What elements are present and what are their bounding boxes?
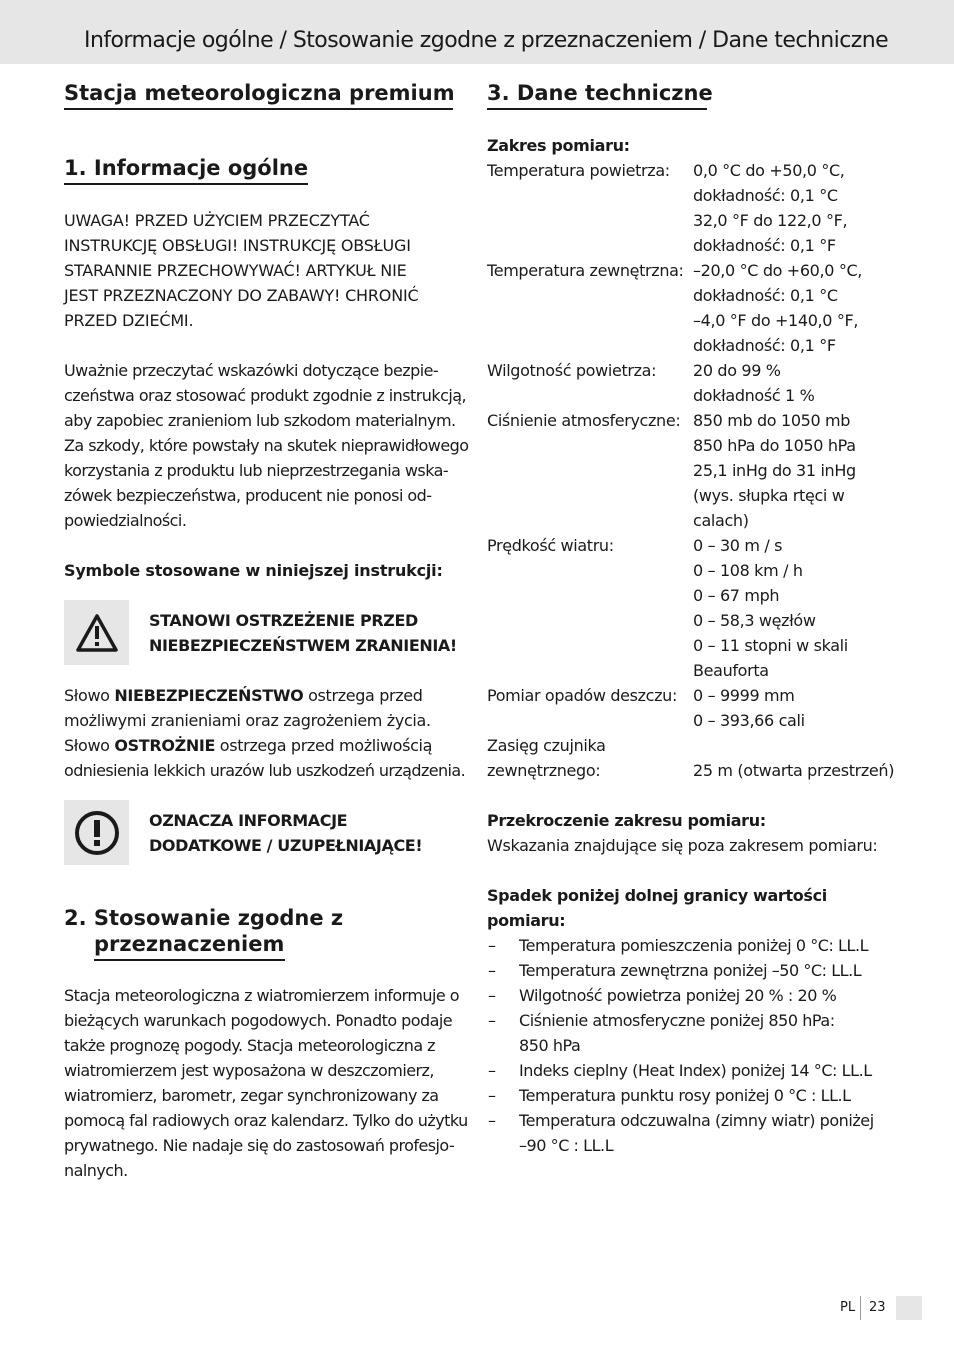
- info-symbol-line: OZNACZA INFORMACJE: [149, 811, 348, 830]
- section2-line: prywatnego. Nie nadaje się do zastosowań profesjo-: [64, 1136, 455, 1155]
- list-item: Temperatura punktu rosy poniżej 0 °C : LL.L: [519, 1086, 851, 1105]
- footer-separator: [860, 1296, 861, 1320]
- spec-value: 0 – 9999 mm: [693, 686, 795, 705]
- page-number: 23: [869, 1300, 886, 1315]
- spec-value: dokładność: 0,1 °F: [693, 336, 836, 355]
- info-symbol-box: [64, 800, 129, 865]
- spec-label: Ciśnienie atmosferyczne:: [487, 411, 681, 430]
- warning-triangle-icon: [75, 613, 119, 653]
- warning-line: INSTRUKCJĘ OBSŁUGI! INSTRUKCJĘ OBSŁUGI: [64, 236, 411, 255]
- caution-keyword: OSTROŻNIE: [114, 736, 216, 755]
- page-header-title: Informacje ogólne / Stosowanie zgodne z przeznaczeniem / Dane techniczne: [84, 28, 889, 53]
- section2-line: bieżących warunkach pogodowych. Ponadto podaje: [64, 1011, 453, 1030]
- spec-value: 0 – 67 mph: [693, 586, 780, 605]
- danger-para-line2: możliwymi zranieniami oraz zagrożeniem życia.: [64, 711, 431, 730]
- intro-line: aby zapobiec zranieniom lub szkodom materialnym.: [64, 411, 456, 430]
- footer-language: PL: [840, 1300, 856, 1315]
- list-item: Wilgotność powietrza poniżej 20 % : 20 %: [519, 986, 837, 1005]
- underrange-heading-line2: pomiaru:: [487, 911, 566, 930]
- sensor-range-label-line1: Zasięg czujnika: [487, 736, 606, 755]
- warning-symbol-line: STANOWI OSTRZEŻENIE PRZED: [149, 611, 418, 630]
- section2-title-line1: 2. Stosowanie zgodne z: [64, 906, 344, 930]
- range-heading: Zakres pomiaru:: [487, 136, 630, 155]
- section2-line: także prognozę pogody. Stacja meteorologiczna z: [64, 1036, 435, 1055]
- list-item: Ciśnienie atmosferyczne poniżej 850 hPa:: [519, 1011, 835, 1030]
- spec-value: dokładność: 0,1 °F: [693, 236, 836, 255]
- section3-title-underline: [487, 108, 707, 110]
- warning-line: STARANNIE PRZECHOWYWAĆ! ARTYKUŁ NIE: [64, 261, 407, 280]
- list-item: 850 hPa: [519, 1036, 581, 1055]
- list-bullet: –: [488, 961, 496, 980]
- intro-line: korzystania z produktu lub nieprzestrzegania wska-: [64, 461, 449, 480]
- overrange-heading: Przekroczenie zakresu pomiaru:: [487, 811, 766, 830]
- list-bullet: –: [488, 986, 496, 1005]
- list-bullet: –: [488, 1011, 496, 1030]
- spec-label: Wilgotność powietrza:: [487, 361, 657, 380]
- intro-line: Za szkody, które powstały na skutek nieprawidłowego: [64, 436, 469, 455]
- spec-value: 0 – 11 stopni w skali: [693, 636, 848, 655]
- intro-line: powiedzialności.: [64, 511, 187, 530]
- spec-label: Prędkość wiatru:: [487, 536, 614, 555]
- spec-value: 850 mb do 1050 mb: [693, 411, 851, 430]
- spec-value: calach): [693, 511, 749, 530]
- spec-value: 0 – 108 km / h: [693, 561, 803, 580]
- spec-value: –4,0 °F do +140,0 °F,: [693, 311, 859, 330]
- list-item: Temperatura pomieszczenia poniżej 0 °C: LL.L: [519, 936, 869, 955]
- spec-value: dokładność 1 %: [693, 386, 815, 405]
- section2-title-line2: przeznaczeniem: [94, 932, 285, 956]
- spec-label: Temperatura zewnętrzna:: [487, 261, 684, 280]
- spec-value: (wys. słupka rtęci w: [693, 486, 845, 505]
- info-symbol-line: DODATKOWE / UZUPEŁNIAJĄCE!: [149, 836, 423, 855]
- spec-value: dokładność: 0,1 °C: [693, 186, 838, 205]
- product-title: Stacja meteorologiczna premium: [64, 81, 455, 105]
- overrange-text: Wskazania znajdujące się poza zakresem pomiaru:: [487, 836, 878, 855]
- section3-title: 3. Dane techniczne: [487, 81, 713, 105]
- danger-keyword: NIEBEZPIECZEŃSTWO: [114, 686, 304, 705]
- list-item: Temperatura odczuwalna (zimny wiatr) poniżej: [519, 1111, 874, 1130]
- section2-line: wiatromierzem jest wyposażona w deszczomierz,: [64, 1061, 434, 1080]
- spec-value: Beauforta: [693, 661, 769, 680]
- spec-value: 0 – 58,3 węzłów: [693, 611, 816, 630]
- section2-line: nalnych.: [64, 1161, 128, 1180]
- sensor-range-label-line2: zewnętrznego:: [487, 761, 601, 780]
- list-item: Temperatura zewnętrzna poniżej –50 °C: LL.L: [519, 961, 862, 980]
- intro-line: Uważnie przeczytać wskazówki dotyczące bezpie-: [64, 361, 439, 380]
- intro-line: czeństwa oraz stosować produkt zgodnie z instrukcją,: [64, 386, 467, 405]
- spec-value: 850 hPa do 1050 hPa: [693, 436, 856, 455]
- warning-symbol-box: [64, 600, 129, 665]
- footer-tab-marker: [896, 1296, 922, 1320]
- exclamation-circle-icon: [73, 809, 121, 857]
- list-bullet: –: [488, 1111, 496, 1130]
- section2-title-underline: [94, 959, 285, 961]
- product-title-underline: [64, 108, 453, 110]
- spec-value: dokładność: 0,1 °C: [693, 286, 838, 305]
- warning-line: UWAGA! PRZED UŻYCIEM PRZECZYTAĆ: [64, 211, 370, 230]
- spec-value: 0,0 °C do +50,0 °C,: [693, 161, 845, 180]
- warning-symbol-line: NIEBEZPIECZEŃSTWEM ZRANIENIA!: [149, 636, 457, 655]
- spec-value: 0 – 393,66 cali: [693, 711, 805, 730]
- list-bullet: –: [488, 936, 496, 955]
- intro-line: zówek bezpieczeństwa, producent nie ponosi od-: [64, 486, 432, 505]
- danger-para-line1: Słowo NIEBEZPIECZEŃSTWO ostrzega przed: [64, 686, 423, 705]
- spec-label: Temperatura powietrza:: [487, 161, 670, 180]
- spec-value: 32,0 °F do 122,0 °F,: [693, 211, 848, 230]
- section2-line: wiatromierz, barometr, zegar synchronizowany za: [64, 1086, 439, 1105]
- warning-line: PRZED DZIEĆMI.: [64, 311, 194, 330]
- spec-value: 20 do 99 %: [693, 361, 781, 380]
- section1-title-underline: [64, 183, 308, 185]
- sensor-range-value: 25 m (otwarta przestrzeń): [693, 761, 895, 780]
- symbols-heading: Symbole stosowane w niniejszej instrukcji:: [64, 561, 443, 580]
- underrange-heading-line1: Spadek poniżej dolnej granicy wartości: [487, 886, 827, 905]
- list-bullet: –: [488, 1061, 496, 1080]
- section1-title: 1. Informacje ogólne: [64, 156, 309, 180]
- warning-line: JEST PRZEZNACZONY DO ZABAWY! CHRONIĆ: [64, 286, 419, 305]
- danger-para-line4: odniesienia lekkich urazów lub uszkodzeń urządzenia.: [64, 761, 466, 780]
- spec-value: 0 – 30 m / s: [693, 536, 783, 555]
- spec-value: –20,0 °C do +60,0 °C,: [693, 261, 863, 280]
- spec-value: 25,1 inHg do 31 inHg: [693, 461, 856, 480]
- list-bullet: –: [488, 1086, 496, 1105]
- list-item: Indeks cieplny (Heat Index) poniżej 14 °C: LL.L: [519, 1061, 872, 1080]
- list-item: –90 °C : LL.L: [519, 1136, 614, 1155]
- section2-line: pomocą fal radiowych oraz kalendarz. Tylko do użytku: [64, 1111, 468, 1130]
- spec-label: Pomiar opadów deszczu:: [487, 686, 677, 705]
- section2-line: Stacja meteorologiczna z wiatromierzem informuje o: [64, 986, 459, 1005]
- danger-para-line3: Słowo OSTROŻNIE ostrzega przed możliwością: [64, 736, 433, 755]
